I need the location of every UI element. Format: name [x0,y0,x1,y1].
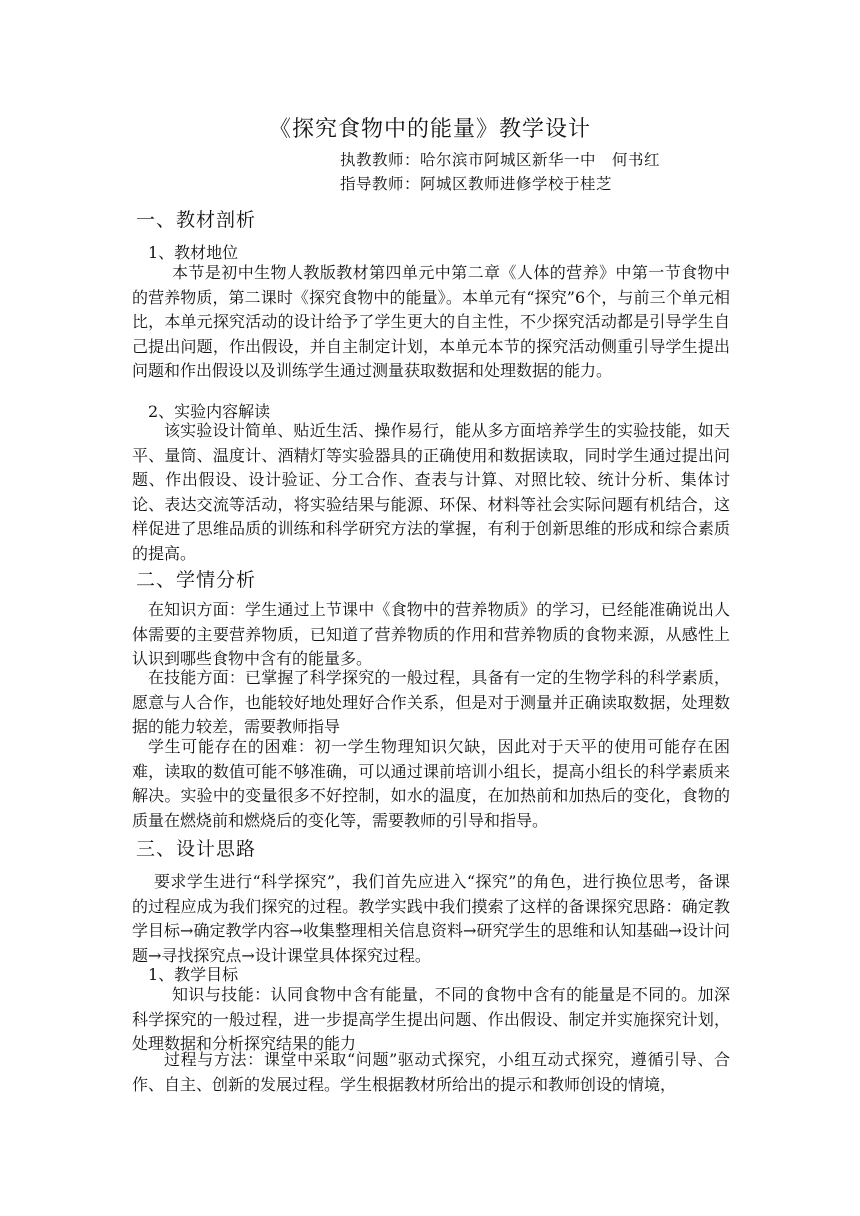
section-3-para-3: 过程与方法：课堂中采取“问题”驱动式探究，小组互动式探究，遵循引导、合作、自主、创新的发展过程。学生根据教材所给出的提示和教师创设的情境， [132,1050,730,1094]
section-2-heading: 二、学情分析 [136,569,257,591]
advisor-line: 指导教师：阿城区教师进修学校于桂芝 [340,175,613,193]
section-3-para-1: 要求学生进行“科学探究”，我们首先应进入“探究”的角色，进行换位思考，备课的过程应成为我们探究的过程。教学实践中我们摸索了这样的备课探究思路：确定教学目标→确定教学内容→收集整理相关信息资料→研究学生的思维和认知基础→设计问题→寻找探究点→设计课堂具体探究过程。 [132,872,730,965]
teacher-line: 执教教师：哈尔滨市阿城区新华一中 何书红 [340,151,661,169]
section-3-sub-1: 1、教学目标 [148,965,239,984]
section-2-para-1: 在知识方面：学生通过上节课中《食物中的营养物质》的学习，已经能准确说出人体需要的主要营养物质，已知道了营养物质的作用和营养物质的食物来源，从感性上认识到哪些食物中含有的能量多。 [132,600,730,668]
section-1-sub-2: 2、实验内容解读 [148,402,271,421]
section-1-para-1: 本节是初中生物人教版教材第四单元中第二章《人体的营养》中第一节食物中的营养物质，第二课时《探究食物中的能量》。本单元有“探究”6个，与前三个单元相比，本单元探究活动的设计给予了学生更大的自主性，不少探究活动都是引导学生自己提出问题，作出假设，并自主制定计划，本单元本节的探究活动侧重引导学生提出问题和作出假设以及训练学生通过测量获取数据和处理数据的能力。 [132,263,730,380]
section-1-heading: 一、教材剖析 [136,209,257,231]
section-2-para-3: 学生可能存在的困难：初一学生物理知识欠缺，因此对于天平的使用可能存在困难，读取的数值可能不够准确，可以通过课前培训小组长，提高小组长的科学素质来解决。实验中的变量很多不好控制，如水的温度，在加热前和加热后的变化，食物的质量在燃烧前和燃烧后的变化等，需要教师的引导和指导。 [132,737,730,830]
section-3-heading: 三、设计思路 [136,838,257,860]
document-title: 《探究食物中的能量》教学设计 [268,117,591,142]
section-3-para-2: 知识与技能：认同食物中含有能量，不同的食物中含有的能量是不同的。加深科学探究的一般过程，进一步提高学生提出问题、作出假设、制定并实施探究计划，处理数据和分析探究结果的能力 [132,985,730,1053]
section-2-para-2: 在技能方面：已掌握了科学探究的一般过程，具备有一定的生物学科的科学素质，愿意与人合作，也能较好地处理好合作关系，但是对于测量并正确读取数据，处理数据的能力较差，需要教师指导 [132,668,730,736]
section-1-para-2: 该实验设计简单、贴近生活、操作易行，能从多方面培养学生的实验技能，如天平、量筒、温度计、酒精灯等实验器具的正确使用和数据读取，同时学生通过提出问题、作出假设、设计验证、分工合作、查表与计算、对照比较、统计分析、集体讨论、表达交流等活动，将实验结果与能源、环保、材料等社会实际问题有机结合，这样促进了思维品质的训练和科学研究方法的掌握，有利于创新思维的形成和综合素质的提高。 [132,421,730,563]
section-1-sub-1: 1、教材地位 [148,243,239,262]
